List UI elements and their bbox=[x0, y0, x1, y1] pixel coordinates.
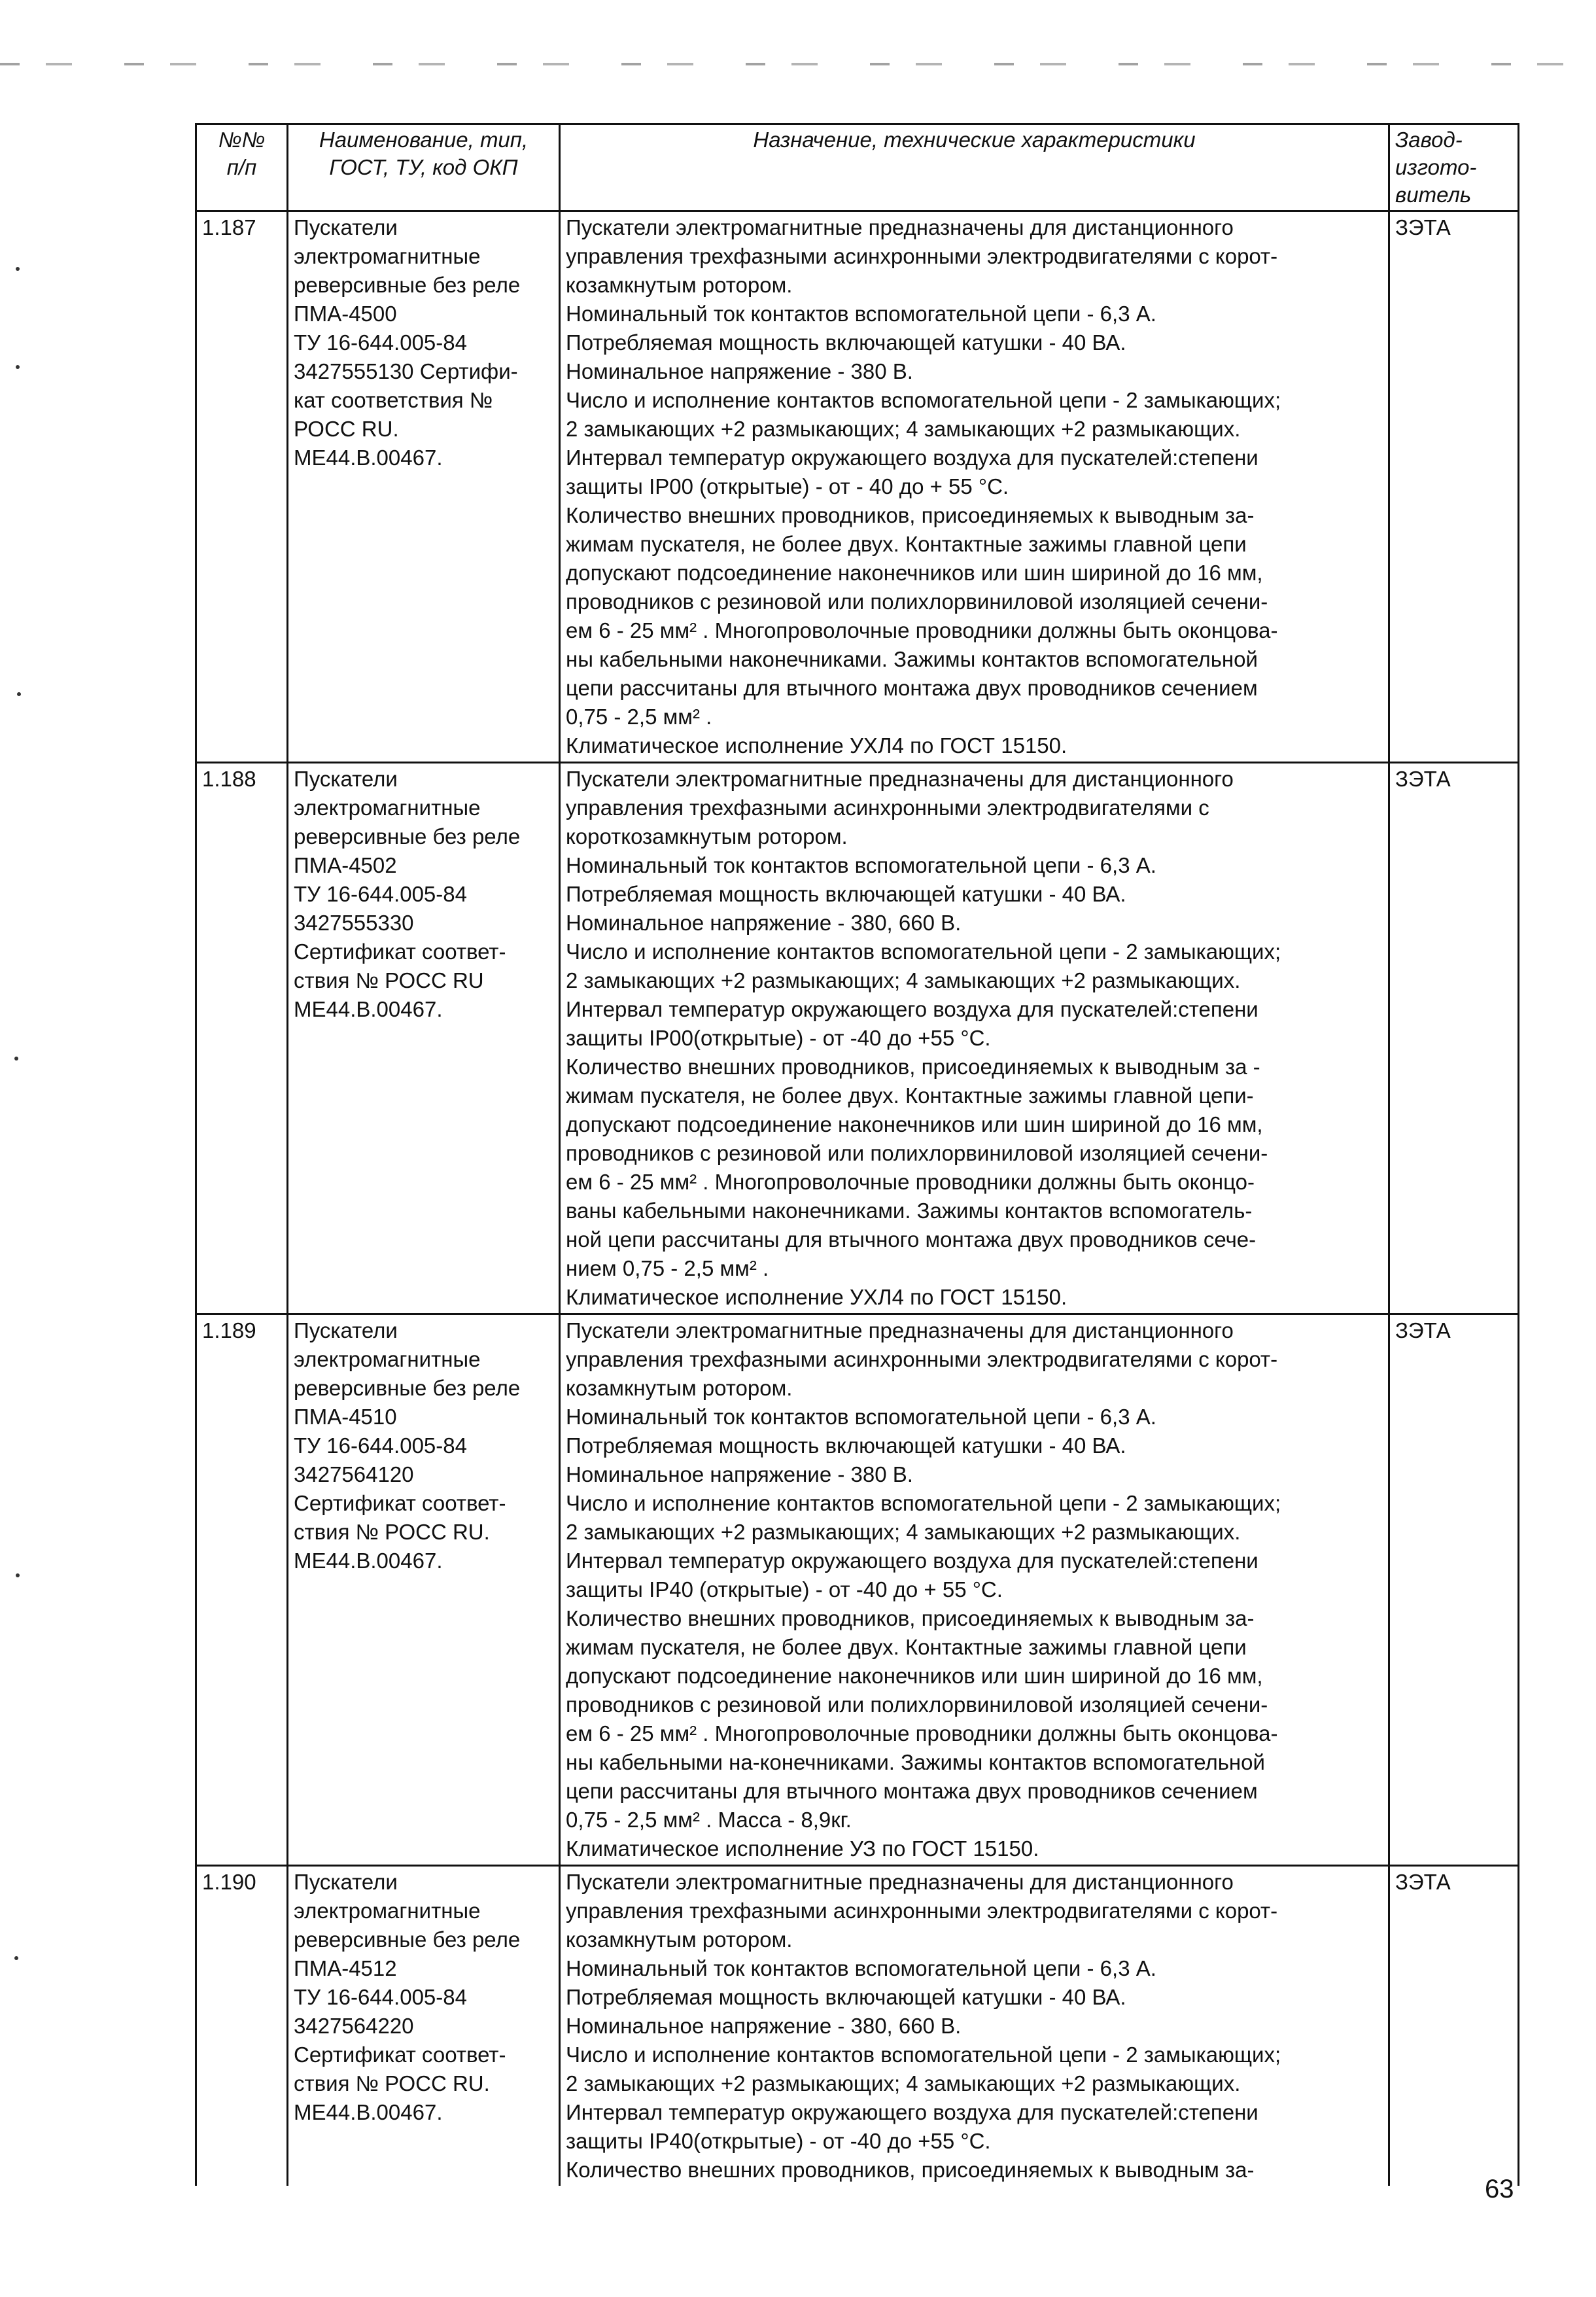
characteristics-line: защиты IP40 (открытые) - от -40 до + 55 °С. bbox=[566, 1577, 1003, 1602]
product-name-line: ствия № РОСС RU. bbox=[294, 1520, 490, 1544]
product-name-line: Пускатели bbox=[294, 1318, 398, 1342]
characteristics-line: козамкнутым ротором. bbox=[566, 273, 793, 297]
product-name-line: 3427555330 bbox=[294, 911, 414, 935]
product-name-line: Пускатели bbox=[294, 215, 398, 239]
characteristics-line: Количество внешних проводников, присоединяемых к выводным за - bbox=[566, 1055, 1260, 1079]
characteristics-line: проводников с резиновой или полихлорвиниловой изоляцией сечени- bbox=[566, 589, 1268, 614]
characteristics-line: 0,75 - 2,5 мм² . bbox=[566, 705, 712, 729]
characteristics-line: Число и исполнение контактов вспомогательной цепи - 2 замыкающих; bbox=[566, 388, 1281, 412]
characteristics-line: управления трехфазными асинхронными электродвигателями с bbox=[566, 796, 1209, 820]
product-name-line: реверсивные без реле bbox=[294, 273, 521, 297]
characteristics-line: 2 замыкающих +2 размыкающих; 4 замыкающих +2 размыкающих. bbox=[566, 1520, 1241, 1544]
product-name-line: 3427564220 bbox=[294, 2014, 414, 2038]
product-name-line: Сертификат соответ- bbox=[294, 2043, 506, 2067]
product-name-line: реверсивные без реле bbox=[294, 1376, 521, 1400]
product-name-line: ПМА-4510 bbox=[294, 1405, 397, 1429]
product-name-line: 3427555130 Сертифи- bbox=[294, 359, 518, 383]
characteristics-line: Климатическое исполнение УХЛ4 по ГОСТ 15150. bbox=[566, 1285, 1067, 1309]
characteristics-line: допускают подсоединение наконечников или шин шириной до 16 мм, bbox=[566, 1112, 1263, 1136]
characteristics-line: жимам пускателя, не более двух. Контактные зажимы главной цепи- bbox=[566, 1083, 1254, 1108]
characteristics-line: допускают подсоединение наконечников или шин шириной до 16 мм, bbox=[566, 561, 1263, 585]
product-name-line: МЕ44.В.00467. bbox=[294, 997, 443, 1021]
characteristics-line: Потребляемая мощность включающей катушки - 40 ВА. bbox=[566, 882, 1126, 906]
characteristics-line: козамкнутым ротором. bbox=[566, 1927, 793, 1952]
characteristics-line: цепи рассчитаны для втычного монтажа двух проводников сечением bbox=[566, 1779, 1258, 1803]
characteristics-line: 2 замыкающих +2 размыкающих; 4 замыкающих +2 размыкающих. bbox=[566, 968, 1241, 992]
product-name-line: МЕ44.В.00467. bbox=[294, 446, 443, 470]
page-number: 63 bbox=[1485, 2175, 1514, 2203]
characteristics-line: Число и исполнение контактов вспомогательной цепи - 2 замыкающих; bbox=[566, 1491, 1281, 1515]
characteristics-line: ем 6 - 25 мм² . Многопроволочные проводники должны быть оконцова- bbox=[566, 618, 1278, 642]
characteristics-line: управления трехфазными асинхронными электродвигателями с корот- bbox=[566, 244, 1278, 268]
characteristics-line: Номинальное напряжение - 380, 660 В. bbox=[566, 2014, 962, 2038]
scan-speck bbox=[16, 365, 20, 369]
characteristics-line: Пускатели электромагнитные предназначены для дистанционного bbox=[566, 1870, 1234, 1894]
product-name-line: Сертификат соответ- bbox=[294, 939, 506, 964]
product-name-line: электромагнитные bbox=[294, 1899, 481, 1923]
characteristics-line: защиты IP40(открытые) - от -40 до +55 °С. bbox=[566, 2129, 991, 2153]
characteristics-line: Пускатели электромагнитные предназначены для дистанционного bbox=[566, 215, 1234, 239]
characteristics-line: цепи рассчитаны для втычного монтажа двух проводников сечением bbox=[566, 676, 1258, 700]
characteristics-line: Пускатели электромагнитные предназначены для дистанционного bbox=[566, 1318, 1234, 1342]
scan-speck bbox=[17, 692, 21, 696]
characteristics-line: нием 0,75 - 2,5 мм² . bbox=[566, 1256, 769, 1280]
characteristics-line: Потребляемая мощность включающей катушки - 40 ВА. bbox=[566, 1985, 1126, 2009]
characteristics-line: Количество внешних проводников, присоединяемых к выводным за- bbox=[566, 2158, 1255, 2182]
header-number: №№ п/п bbox=[196, 124, 288, 211]
characteristics-line: ны кабельными на-конечниками. Зажимы контактов вспомогательной bbox=[566, 1750, 1265, 1774]
characteristics-line: защиты IP00(открытые) - от -40 до +55 °С. bbox=[566, 1026, 991, 1050]
table-row bbox=[196, 1866, 1519, 2186]
characteristics-line: Номинальное напряжение - 380, 660 В. bbox=[566, 911, 962, 935]
characteristics-line: Номинальный ток контактов вспомогательной цепи - 6,3 А. bbox=[566, 1956, 1156, 1980]
product-name-line: ТУ 16-644.005-84 bbox=[294, 882, 467, 906]
product-name-line: ствия № РОСС RU. bbox=[294, 2071, 490, 2095]
product-name-line: реверсивные без реле bbox=[294, 1927, 521, 1952]
product-name-line: ТУ 16-644.005-84 bbox=[294, 1985, 467, 2009]
table-row bbox=[196, 211, 1519, 763]
product-name-line: Пускатели bbox=[294, 767, 398, 791]
product-name-line: электромагнитные bbox=[294, 1347, 481, 1371]
manufacturer: ЗЭТА bbox=[1389, 1866, 1519, 2186]
product-name-line: кат соответствия № bbox=[294, 388, 493, 412]
product-name-line: ствия № РОСС RU bbox=[294, 968, 484, 992]
header-purpose: Назначение, технические характеристики bbox=[560, 124, 1389, 211]
characteristics-line: Климатическое исполнение УЗ по ГОСТ 15150. bbox=[566, 1836, 1039, 1861]
row-number: 1.187 bbox=[196, 211, 288, 763]
characteristics-line: Интервал температур окружающего воздуха для пускателей:степени bbox=[566, 997, 1258, 1021]
product-name-line: электромагнитные bbox=[294, 244, 481, 268]
characteristics-line: Количество внешних проводников, присоединяемых к выводным за- bbox=[566, 503, 1255, 527]
header-name: Наименование, тип, ГОСТ, ТУ, код ОКП bbox=[288, 124, 560, 211]
characteristics-line: 2 замыкающих +2 размыкающих; 4 замыкающих +2 размыкающих. bbox=[566, 2071, 1241, 2095]
characteristics-line: Количество внешних проводников, присоединяемых к выводным за- bbox=[566, 1606, 1255, 1630]
product-name-line: ТУ 16-644.005-84 bbox=[294, 1433, 467, 1458]
specification-table bbox=[195, 123, 1519, 2186]
characteristics-line: Климатическое исполнение УХЛ4 по ГОСТ 15150. bbox=[566, 733, 1067, 758]
characteristics-line: Интервал температур окружающего воздуха для пускателей:степени bbox=[566, 2100, 1258, 2124]
product-name-line: Пускатели bbox=[294, 1870, 398, 1894]
scan-artifact-line bbox=[0, 63, 1596, 65]
product-characteristics bbox=[560, 763, 1389, 1314]
product-name bbox=[288, 1314, 560, 1866]
characteristics-line: ваны кабельными наконечниками. Зажимы контактов вспомогатель- bbox=[566, 1199, 1253, 1223]
characteristics-line: Потребляемая мощность включающей катушки - 40 ВА. bbox=[566, 330, 1126, 355]
characteristics-line: ной цепи рассчитаны для втычного монтажа двух проводников сече- bbox=[566, 1227, 1257, 1252]
characteristics-line: Номинальный ток контактов вспомогательной цепи - 6,3 А. bbox=[566, 302, 1156, 326]
characteristics-line: ем 6 - 25 мм² . Многопроволочные проводники должны быть оконцова- bbox=[566, 1721, 1278, 1745]
product-name bbox=[288, 211, 560, 763]
product-characteristics bbox=[560, 1866, 1389, 2186]
product-name bbox=[288, 763, 560, 1314]
characteristics-line: управления трехфазными асинхронными электродвигателями с корот- bbox=[566, 1347, 1278, 1371]
characteristics-line: Число и исполнение контактов вспомогательной цепи - 2 замыкающих; bbox=[566, 2043, 1281, 2067]
scan-speck bbox=[14, 1956, 18, 1960]
characteristics-line: Номинальное напряжение - 380 В. bbox=[566, 359, 913, 383]
scan-speck bbox=[16, 1573, 20, 1577]
table-row bbox=[196, 763, 1519, 1314]
manufacturer: ЗЭТА bbox=[1389, 211, 1519, 763]
characteristics-line: Номинальный ток контактов вспомогательной цепи - 6,3 А. bbox=[566, 1405, 1156, 1429]
product-name-line: ТУ 16-644.005-84 bbox=[294, 330, 467, 355]
product-name-line: МЕ44.В.00467. bbox=[294, 2100, 443, 2124]
product-name-line: 3427564120 bbox=[294, 1462, 414, 1486]
row-number: 1.188 bbox=[196, 763, 288, 1314]
row-number: 1.189 bbox=[196, 1314, 288, 1866]
product-name-line: ПМА-4512 bbox=[294, 1956, 397, 1980]
characteristics-line: ны кабельными наконечниками. Зажимы контактов вспомогательной bbox=[566, 647, 1258, 671]
table-header-row bbox=[196, 124, 1519, 211]
characteristics-line: козамкнутым ротором. bbox=[566, 1376, 793, 1400]
table-row bbox=[196, 1314, 1519, 1866]
scan-speck bbox=[14, 1057, 18, 1061]
characteristics-line: Номинальный ток контактов вспомогательной цепи - 6,3 А. bbox=[566, 853, 1156, 877]
product-name-line: МЕ44.В.00467. bbox=[294, 1549, 443, 1573]
characteristics-line: Число и исполнение контактов вспомогательной цепи - 2 замыкающих; bbox=[566, 939, 1281, 964]
characteristics-line: защиты IP00 (открытые) - от - 40 до + 55 °С. bbox=[566, 474, 1009, 499]
product-name-line: ПМА-4500 bbox=[294, 302, 397, 326]
characteristics-line: 0,75 - 2,5 мм² . Масса - 8,9кг. bbox=[566, 1808, 852, 1832]
characteristics-line: жимам пускателя, не более двух. Контактные зажимы главной цепи bbox=[566, 532, 1247, 556]
characteristics-line: Номинальное напряжение - 380 В. bbox=[566, 1462, 913, 1486]
characteristics-line: проводников с резиновой или полихлорвиниловой изоляцией сечени- bbox=[566, 1692, 1268, 1717]
characteristics-line: допускают подсоединение наконечников или шин шириной до 16 мм, bbox=[566, 1664, 1263, 1688]
product-name-line: электромагнитные bbox=[294, 796, 481, 820]
product-name-line: РОСС RU. bbox=[294, 417, 399, 441]
characteristics-line: короткозамкнутым ротором. bbox=[566, 824, 848, 849]
characteristics-line: управления трехфазными асинхронными электродвигателями с корот- bbox=[566, 1899, 1278, 1923]
manufacturer: ЗЭТА bbox=[1389, 763, 1519, 1314]
product-name-line: реверсивные без реле bbox=[294, 824, 521, 849]
characteristics-line: Пускатели электромагнитные предназначены для дистанционного bbox=[566, 767, 1234, 791]
row-number: 1.190 bbox=[196, 1866, 288, 2186]
characteristics-line: 2 замыкающих +2 размыкающих; 4 замыкающих +2 размыкающих. bbox=[566, 417, 1241, 441]
manufacturer: ЗЭТА bbox=[1389, 1314, 1519, 1866]
product-characteristics bbox=[560, 1314, 1389, 1866]
characteristics-line: ем 6 - 25 мм² . Многопроволочные проводники должны быть оконцо- bbox=[566, 1170, 1255, 1194]
characteristics-line: Интервал температур окружающего воздуха для пускателей:степени bbox=[566, 1549, 1258, 1573]
characteristics-line: Потребляемая мощность включающей катушки - 40 ВА. bbox=[566, 1433, 1126, 1458]
characteristics-line: Интервал температур окружающего воздуха для пускателей:степени bbox=[566, 446, 1258, 470]
characteristics-line: жимам пускателя, не более двух. Контактные зажимы главной цепи bbox=[566, 1635, 1247, 1659]
scan-speck bbox=[16, 267, 20, 271]
product-name-line: Сертификат соответ- bbox=[294, 1491, 506, 1515]
product-name bbox=[288, 1866, 560, 2186]
product-characteristics bbox=[560, 211, 1389, 763]
header-manufacturer: Завод- изгото- витель bbox=[1389, 124, 1519, 211]
product-name-line: ПМА-4502 bbox=[294, 853, 397, 877]
table-body bbox=[196, 211, 1519, 2186]
characteristics-line: проводников с резиновой или полихлорвиниловой изоляцией сечени- bbox=[566, 1141, 1268, 1165]
